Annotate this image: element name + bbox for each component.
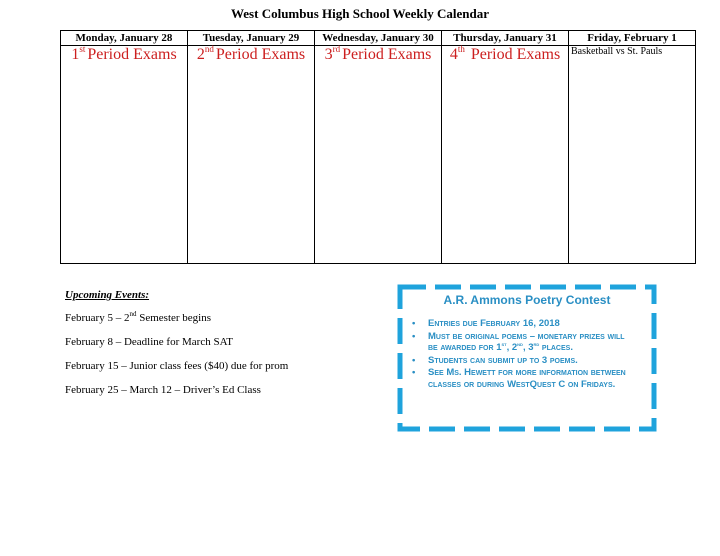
ordinal-suffix: rd [533, 342, 540, 348]
exam-ordinal: rd [332, 44, 341, 54]
poetry-contest-title: A.R. Ammons Poetry Contest [443, 293, 611, 307]
upcoming-events-heading: Upcoming Events: [65, 289, 150, 301]
exam-text: Period Exams [87, 46, 177, 63]
event-text-rest: Semester begins [136, 312, 212, 324]
exam-ordinal: nd [204, 44, 214, 54]
header-tuesday: Tuesday, January 29 [188, 31, 315, 46]
exam-number: 1 [71, 46, 80, 63]
upcoming-event-item: February 15 – Junior class fees ($40) due for prom [65, 360, 289, 372]
poetry-contest-box [396, 283, 658, 433]
exam-number: 3 [324, 46, 333, 63]
day-cell-thursday [442, 46, 569, 264]
day-cell-wednesday [315, 46, 442, 264]
item-text: See Ms. Hewett for more information between classes or during WestQuest C on Fridays. [428, 367, 626, 390]
day-cell-tuesday [188, 46, 315, 264]
item-text: , 2 [506, 342, 518, 353]
upcoming-event-item: February 25 – March 12 – Driver’s Ed Class [65, 384, 261, 396]
exam-text: Period Exams [215, 46, 306, 63]
header-thursday: Thursday, January 31 [442, 31, 569, 46]
exam-ordinal: th [457, 44, 465, 54]
exam-label-monday [63, 46, 185, 64]
exam-text: Period Exams [470, 46, 561, 63]
header-wednesday: Wednesday, January 30 [315, 31, 442, 46]
upcoming-events [65, 289, 288, 408]
exam-text: Period Exams [342, 46, 432, 63]
event-ordinal: nd [129, 310, 137, 318]
bullet-icon: • [412, 330, 416, 342]
header-monday: Monday, January 28 [61, 31, 188, 46]
poetry-contest-item [410, 355, 632, 367]
ordinal-suffix: nd [517, 342, 523, 348]
item-text: Must be original poems – monetary prizes will be awarded for 1 [428, 330, 625, 353]
day-cell-monday [61, 46, 188, 264]
exam-number: 4 [449, 46, 458, 63]
friday-event-note: Basketball vs St. Pauls [571, 46, 663, 57]
upcoming-event-item [65, 312, 288, 325]
exam-label-tuesday [190, 46, 312, 64]
exam-label-wednesday [317, 46, 439, 64]
item-text: , 3 [522, 342, 534, 353]
upcoming-event-item: February 8 – Deadline for March SAT [65, 336, 234, 348]
weekly-calendar-table [60, 30, 696, 264]
bullet-icon: • [412, 318, 416, 329]
poetry-contest-item [410, 318, 632, 330]
header-friday: Friday, February 1 [569, 31, 696, 46]
event-text: February 5 – 2 [65, 312, 130, 324]
exam-ordinal: st [79, 44, 86, 54]
bullet-icon: • [412, 367, 416, 378]
calendar-title: West Columbus High School Weekly Calendar [231, 6, 489, 21]
exam-number: 2 [196, 46, 205, 63]
item-text: Students can submit up to 3 poems. [428, 354, 578, 366]
ordinal-suffix: st [501, 342, 507, 348]
bullet-icon: • [412, 354, 416, 366]
poetry-contest-list [410, 318, 632, 391]
day-cell-friday [569, 46, 696, 264]
item-text: Entries due February 16, 2018 [428, 318, 560, 329]
calendar-body-row [61, 46, 696, 264]
poetry-contest-item [410, 367, 632, 390]
item-text: places. [539, 342, 573, 353]
calendar-header-row [61, 31, 696, 46]
poetry-contest-item [410, 331, 632, 354]
exam-label-thursday [444, 46, 566, 64]
